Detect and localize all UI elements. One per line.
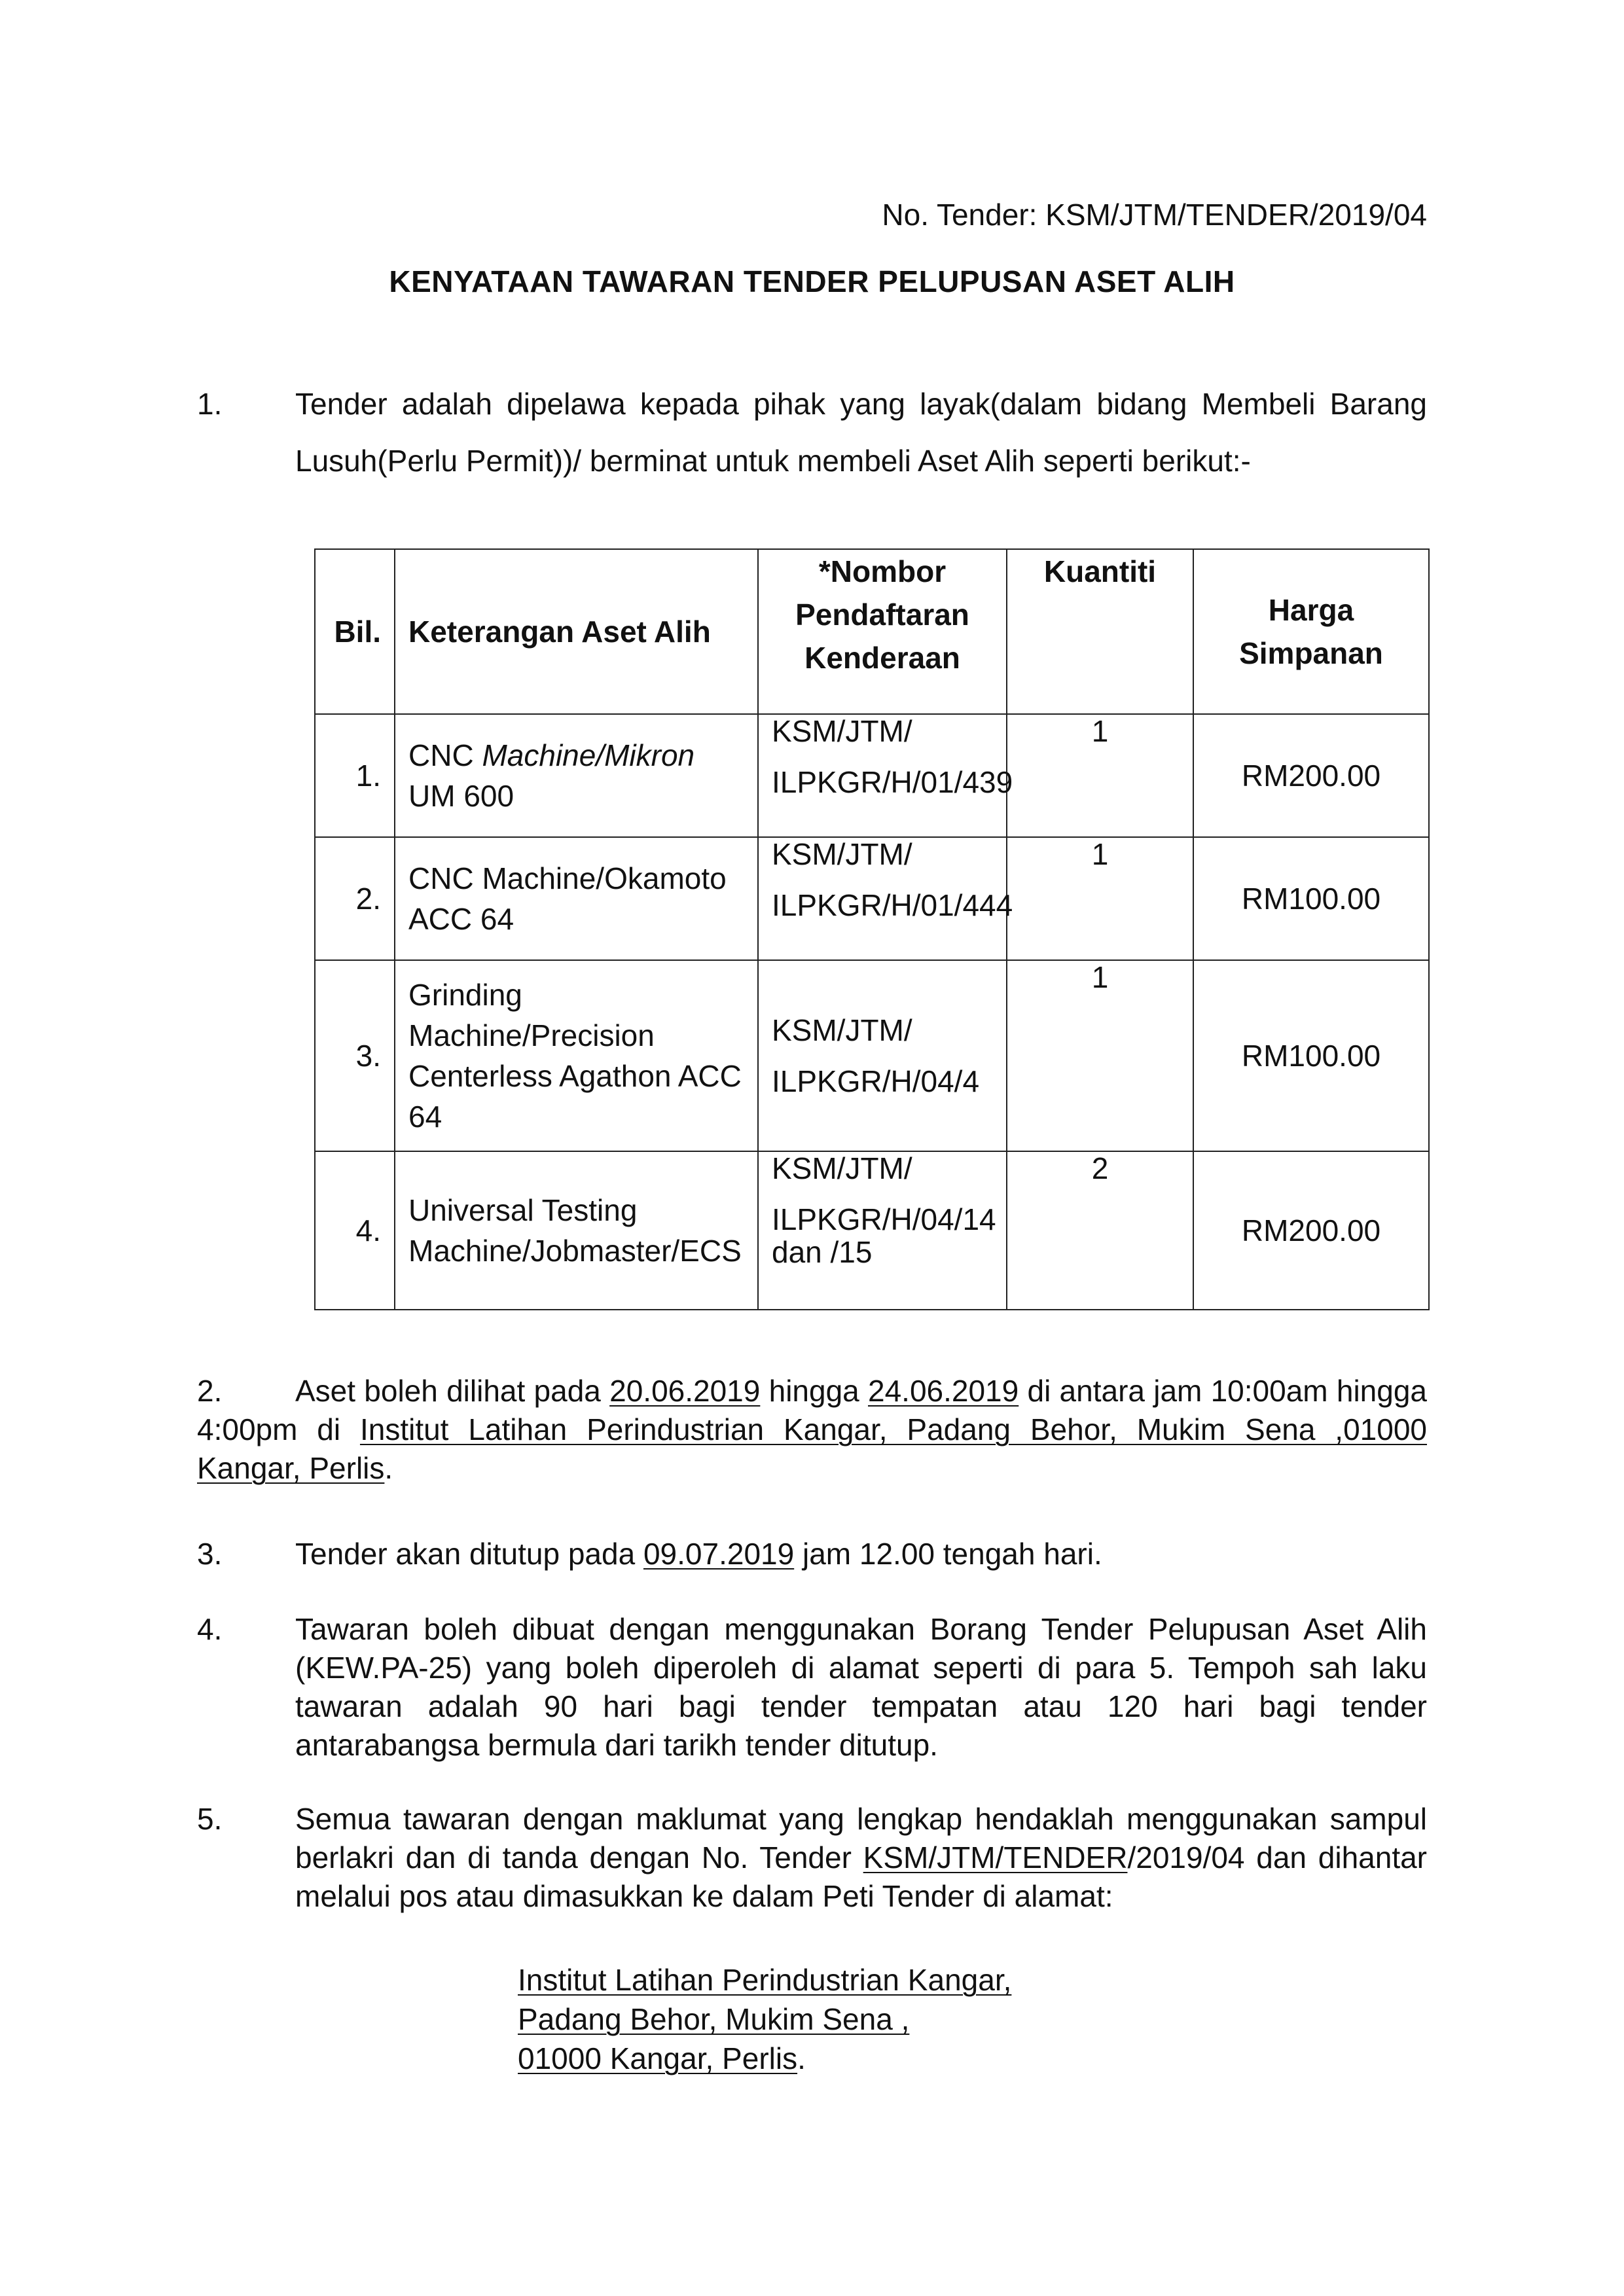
tender-number: No. Tender: KSM/JTM/TENDER/2019/04 <box>882 198 1427 232</box>
paragraph-5 <box>197 1800 1427 1916</box>
text-fragment: dan dihantar melalui pos atau dimasukkan ke dalam Peti Tender di alamat: <box>295 1840 1428 1913</box>
cell-nombor <box>758 960 1007 1151</box>
tender-reference: KSM/JTM/TENDER <box>863 1840 1128 1874</box>
cell-keterangan: Grinding Machine/Precision Centerless Agathon ACC 64 <box>395 960 758 1151</box>
column-header-harga: Harga Simpanan <box>1193 549 1429 714</box>
nombor-line: dan /15 <box>772 1235 873 1269</box>
column-header-bil: Bil. <box>315 549 395 714</box>
nombor-line: KSM/JTM/ <box>772 837 912 871</box>
cell-nombor <box>758 1151 1007 1310</box>
paragraph-text <box>295 1535 1427 1573</box>
cell-harga: RM200.00 <box>1193 1151 1429 1310</box>
cell-bil: 3. <box>315 960 395 1151</box>
paragraph-number: 1. <box>197 387 223 421</box>
cell-bil: 1. <box>315 714 395 837</box>
paragraph-text: Tawaran boleh dibuat dengan menggunakan Borang Tender Pelupusan Aset Alih (KEW.PA-25) yang boleh diperoleh di alamat seperti di para 5. Tempoh sah laku tawaran adalah 90 hari bagi tender tempatan atau 120 hari bagi tender antarabangsa bermula dari tarikh tender ditutup. <box>295 1612 1427 1762</box>
viewing-start-date: 20.06.2019 <box>609 1374 761 1408</box>
address-line-text: 01000 Kangar, Perlis <box>518 2041 798 2075</box>
cell-harga: RM100.00 <box>1193 837 1429 960</box>
nombor-line: KSM/JTM/ <box>772 1151 912 1185</box>
text-fragment: Aset boleh dilihat pada <box>295 1374 610 1408</box>
cell-nombor <box>758 714 1013 837</box>
text-fragment: Tender akan ditutup pada <box>295 1537 643 1571</box>
asset-table <box>314 548 1430 1310</box>
paragraph-3 <box>197 1535 1427 1573</box>
address-line <box>518 2000 1011 2039</box>
cell-bil: 2. <box>315 837 395 960</box>
column-header-kuantiti: Kuantiti <box>1007 549 1193 714</box>
paragraph-text: Tender adalah dipelawa kepada pihak yang layak(dalam bidang Membeli Barang Lusuh(Perlu Permit))/ berminat untuk membeli Aset Alih seperti berikut:- <box>295 387 1427 478</box>
nombor-line: ILPKGR/H/01/439 <box>772 765 1013 799</box>
nombor-line: KSM/JTM/ <box>772 714 912 748</box>
tender-box-address <box>518 1960 1011 2078</box>
keterangan-text: UM 600 <box>408 779 514 813</box>
paragraph-2 <box>197 1372 1427 1488</box>
cell-kuantiti: 1 <box>1007 837 1193 960</box>
paragraph-text <box>197 1372 1427 1488</box>
tender-reference-tail: /2019/04 <box>1127 1840 1245 1874</box>
cell-nombor <box>758 837 1013 960</box>
cell-harga: RM100.00 <box>1193 960 1429 1151</box>
cell-bil: 4. <box>315 1151 395 1310</box>
cell-keterangan <box>395 714 758 837</box>
table-header-row <box>315 549 1429 714</box>
address-line <box>518 1960 1011 2000</box>
cell-keterangan: CNC Machine/Okamoto ACC 64 <box>395 837 758 960</box>
nombor-line: KSM/JTM/ <box>772 1013 912 1047</box>
cell-keterangan: Universal Testing Machine/Jobmaster/ECS <box>395 1151 758 1310</box>
cell-kuantiti: 1 <box>1007 960 1193 1151</box>
paragraph-4 <box>197 1610 1427 1765</box>
nombor-line: ILPKGR/H/04/14 <box>772 1202 996 1236</box>
text-fragment: jam 12.00 tengah hari. <box>794 1537 1102 1571</box>
paragraph-number: 2. <box>197 1374 223 1408</box>
viewing-end-date: 24.06.2019 <box>868 1374 1019 1408</box>
page-title: KENYATAAN TAWARAN TENDER PELUPUSAN ASET ALIH <box>389 264 1235 298</box>
address-line <box>518 2039 1011 2078</box>
table-row <box>315 960 1429 1151</box>
paragraph-number: 3. <box>197 1537 223 1571</box>
paragraph-text <box>295 1800 1427 1916</box>
text-fragment: hingga <box>760 1374 868 1408</box>
closing-date: 09.07.2019 <box>643 1537 795 1571</box>
paragraph-1 <box>197 376 1427 490</box>
cell-kuantiti: 2 <box>1007 1151 1193 1310</box>
table-row <box>315 837 1429 960</box>
column-header-nombor: *Nombor Pendaftaran Kenderaan <box>758 549 1007 714</box>
table-row <box>315 1151 1429 1310</box>
text-fragment: di antara jam 10:00am hingga 4:00pm di <box>197 1374 1427 1446</box>
keterangan-italic-text: Machine/Mikron <box>482 738 695 772</box>
address-line-text: Institut Latihan Perindustrian Kangar, <box>518 1963 1012 1997</box>
text-fragment: Semua tawaran dengan maklumat yang lengkap hendaklah menggunakan sampul berlakri dan di tanda dengan No. Tender <box>295 1802 1427 1874</box>
keterangan-text: CNC <box>408 738 482 772</box>
address-line-tail: . <box>797 2041 806 2075</box>
text-fragment: . <box>384 1451 393 1485</box>
table-row <box>315 714 1429 837</box>
paragraph-number: 4. <box>197 1612 223 1646</box>
column-header-keterangan: Keterangan Aset Alih <box>395 549 758 714</box>
cell-harga: RM200.00 <box>1193 714 1429 837</box>
viewing-location: Institut Latihan Perindustrian Kangar, Padang Behor, Mukim Sena ,01000 Kangar, Perlis <box>197 1412 1427 1485</box>
address-line-text: Padang Behor, Mukim Sena , <box>518 2002 910 2036</box>
cell-kuantiti: 1 <box>1007 714 1193 837</box>
nombor-line: ILPKGR/H/04/4 <box>772 1064 980 1098</box>
nombor-line: ILPKGR/H/01/444 <box>772 888 1013 922</box>
paragraph-number: 5. <box>197 1802 223 1836</box>
